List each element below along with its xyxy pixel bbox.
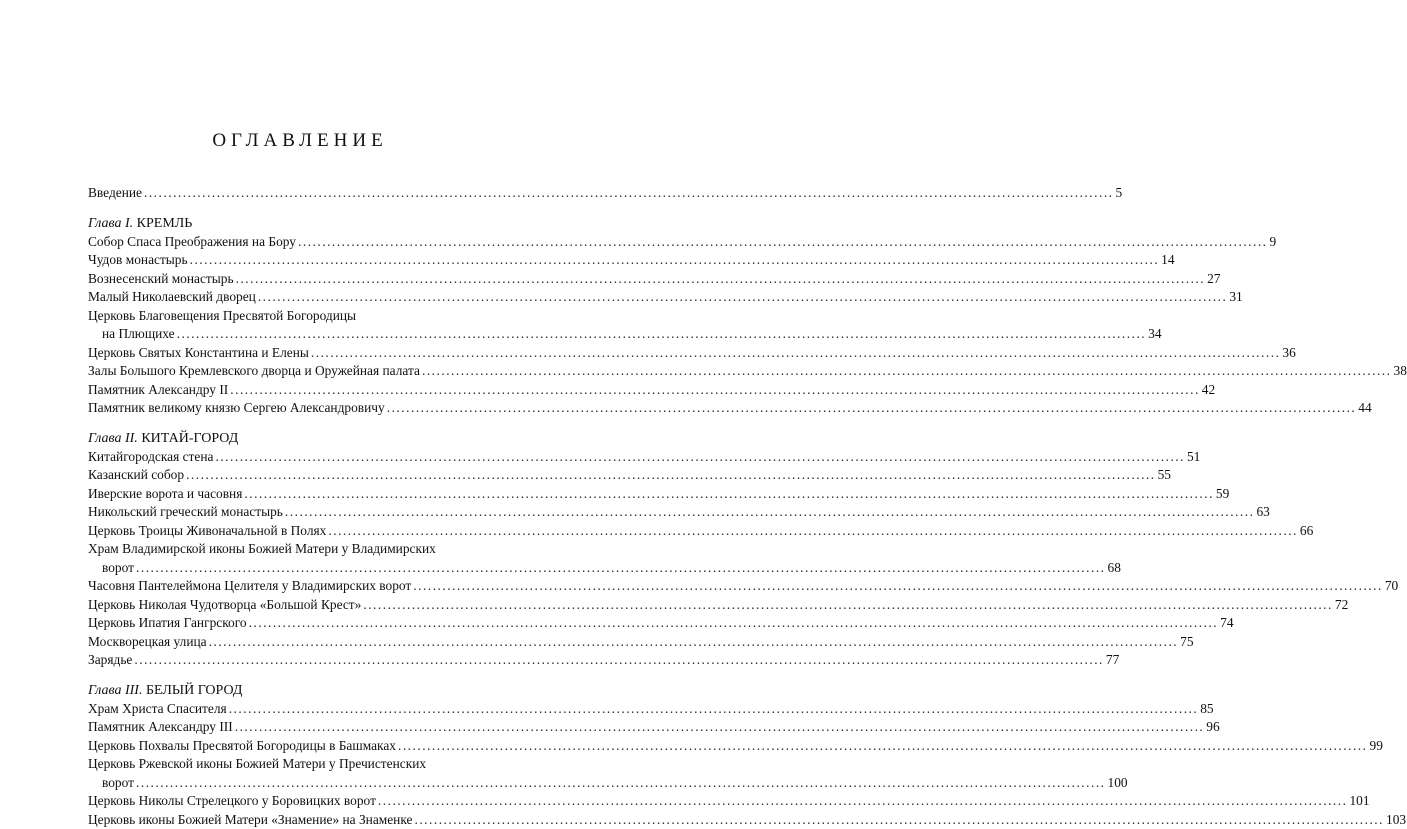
toc-entry-title: Собор Спаса Преображения на Бору — [88, 233, 296, 252]
toc-entry[interactable] — [88, 270, 487, 289]
toc-entry[interactable] — [88, 307, 487, 344]
toc-entry-row — [88, 270, 487, 289]
dot-leader: ........................................................................................................................................................................................................ — [258, 288, 1228, 307]
toc-entry-row — [88, 288, 487, 307]
toc-entry[interactable] — [88, 755, 487, 792]
toc-entry[interactable] — [88, 596, 487, 615]
toc-entry-page: 59 — [1216, 485, 1229, 504]
toc-entry[interactable] — [88, 633, 487, 652]
toc-entry-page: 72 — [1335, 596, 1348, 615]
toc-entry-page: 5 — [1116, 184, 1123, 203]
toc-entry-title: Церковь Николая Чудотворца «Большой Крест» — [88, 596, 361, 615]
dot-leader: ........................................................................................................................................................................................................ — [230, 381, 1200, 400]
toc-entry-page: 70 — [1385, 577, 1398, 596]
toc-entry-page: 74 — [1220, 614, 1233, 633]
toc-entry-row — [88, 633, 487, 652]
chapter-heading — [88, 681, 487, 700]
toc-entry-title: Храм Христа Спасителя — [88, 700, 227, 719]
dot-leader: ........................................................................................................................................................................................................ — [387, 399, 1357, 418]
chapter-label: Глава I. — [88, 216, 133, 231]
chapter-name: КРЕМЛЬ — [137, 216, 193, 231]
toc-entry[interactable] — [88, 700, 487, 719]
toc-entry[interactable] — [88, 485, 487, 504]
toc-entry-row — [88, 774, 487, 793]
toc-entry-row — [88, 737, 487, 756]
dot-leader: ........................................................................................................................................................................................................ — [209, 633, 1179, 652]
toc-entry-page: 55 — [1158, 466, 1171, 485]
toc-entry-page: 63 — [1256, 503, 1269, 522]
dot-leader: ........................................................................................................................................................................................................ — [134, 651, 1104, 670]
dot-leader: ........................................................................................................................................................................................................ — [235, 718, 1205, 737]
dot-leader: ........................................................................................................................................................................................................ — [244, 485, 1214, 504]
toc-entry-row — [88, 251, 487, 270]
toc-entry-title: Чудов монастырь — [88, 251, 188, 270]
toc-entry-page: 85 — [1200, 700, 1213, 719]
toc-entry-title: Китайгородская стена — [88, 448, 213, 467]
toc-entry[interactable] — [88, 233, 487, 252]
chapter-section — [88, 214, 487, 418]
toc-entry-page: 34 — [1148, 325, 1161, 344]
toc-entry-title: Церковь Святых Константина и Елены — [88, 344, 309, 363]
toc-entry-page: 103 — [1386, 811, 1406, 829]
toc-entry-title: Залы Большого Кремлевского дворца и Оружейная палата — [88, 362, 420, 381]
toc-entry-page: 100 — [1108, 774, 1128, 793]
toc-entry-page: 42 — [1202, 381, 1215, 400]
toc-entry-row — [88, 344, 487, 363]
toc-entry-title: Памятник Александру II — [88, 381, 228, 400]
toc-entry-title: Церковь иконы Божией Матери «Знамение» на Знаменке — [88, 811, 412, 829]
dot-leader: ........................................................................................................................................................................................................ — [285, 503, 1255, 522]
toc-entry[interactable] — [88, 792, 487, 811]
chapter-section — [88, 429, 487, 670]
toc-entry-page: 96 — [1206, 718, 1219, 737]
toc-entry-row — [88, 559, 487, 578]
toc-entry-row — [88, 596, 487, 615]
dot-leader: ........................................................................................................................................................................................................ — [186, 466, 1156, 485]
toc-entry-title: Иверские ворота и часовня — [88, 485, 242, 504]
toc-entry-page: 36 — [1282, 344, 1295, 363]
toc-entry-row — [88, 522, 487, 541]
toc-entry[interactable] — [88, 718, 487, 737]
dot-leader: ........................................................................................................................................................................................................ — [378, 792, 1348, 811]
toc-entry[interactable] — [88, 251, 487, 270]
toc-entry[interactable] — [88, 362, 487, 381]
toc-entry-title: Москворецкая улица — [88, 633, 207, 652]
page — [0, 0, 600, 750]
dot-leader: ........................................................................................................................................................................................................ — [236, 270, 1206, 289]
dot-leader: ........................................................................................................................................................................................................ — [422, 362, 1392, 381]
toc-entry[interactable] — [88, 344, 487, 363]
toc-entry-page: 9 — [1270, 233, 1277, 252]
toc-entry[interactable] — [88, 522, 487, 541]
toc-entry-title: Казанский собор — [88, 466, 184, 485]
toc-entry-row — [88, 811, 487, 829]
toc-entry[interactable] — [88, 503, 487, 522]
toc-entry-row — [88, 503, 487, 522]
chapter-label: Глава III. — [88, 683, 142, 698]
toc-entry-row — [88, 651, 487, 670]
toc-entry[interactable] — [88, 737, 487, 756]
toc-entry-row — [88, 233, 487, 252]
toc-entry-title: Памятник Александру III — [88, 718, 233, 737]
toc-entry-row — [88, 466, 487, 485]
toc-entry-row — [88, 362, 487, 381]
dot-leader: ........................................................................................................................................................................................................ — [398, 737, 1368, 756]
toc-entry-row — [88, 577, 487, 596]
toc-entry[interactable] — [88, 577, 487, 596]
toc-entry-row — [88, 792, 487, 811]
toc-entry-row — [88, 718, 487, 737]
toc-entry[interactable] — [88, 651, 487, 670]
toc-entry-title: Памятник великому князю Сергею Александровичу — [88, 399, 385, 418]
toc-entry-row — [88, 399, 487, 418]
toc-entry-page: 101 — [1349, 792, 1369, 811]
dot-leader: ........................................................................................................................................................................................................ — [298, 233, 1268, 252]
toc-entry-page: 66 — [1300, 522, 1313, 541]
dot-leader: ........................................................................................................................................................................................................ — [363, 596, 1333, 615]
dot-leader: ........................................................................................................................................................................................................ — [215, 448, 1185, 467]
toc-entry-row — [88, 448, 487, 467]
chapter-heading — [88, 214, 487, 233]
toc-entry-title: Часовня Пантелеймона Целителя у Владимирских ворот — [88, 577, 411, 596]
dot-leader: ........................................................................................................................................................................................................ — [229, 700, 1199, 719]
toc-entry-row — [88, 325, 487, 344]
dot-leader: ........................................................................................................................................................................................................ — [414, 811, 1384, 829]
toc-entry-page: 14 — [1161, 251, 1174, 270]
toc-entry-title: Церковь Ипатия Гангрского — [88, 614, 247, 633]
chapter-name: КИТАЙ-ГОРОД — [141, 431, 238, 446]
table-of-contents — [88, 184, 487, 829]
toc-entry-title: Зарядье — [88, 651, 132, 670]
toc-entry-row — [88, 700, 487, 719]
toc-entry-title: Церковь Похвалы Пресвятой Богородицы в Башмаках — [88, 737, 396, 756]
toc-entry[interactable] — [88, 466, 487, 485]
toc-entry-row — [88, 614, 487, 633]
toc-entry-title-continuation: на Плющихе — [88, 325, 175, 344]
toc-entry-title-continuation: ворот — [88, 774, 134, 793]
dot-leader: ........................................................................................................................................................................................................ — [136, 774, 1106, 793]
toc-entry[interactable] — [88, 540, 487, 577]
toc-entry-title: Церковь Троицы Живоначальной в Полях — [88, 522, 326, 541]
toc-entry[interactable] — [88, 288, 487, 307]
toc-entry-page: 27 — [1207, 270, 1220, 289]
toc-entry-row — [88, 485, 487, 504]
toc-entry-title-continuation: ворот — [88, 559, 134, 578]
toc-entry[interactable] — [88, 448, 487, 467]
toc-entry-page: 51 — [1187, 448, 1200, 467]
toc-entry[interactable] — [88, 381, 487, 400]
dot-leader: ........................................................................................................................................................................................................ — [311, 344, 1281, 363]
dot-leader: ........................................................................................................................................................................................................ — [249, 614, 1219, 633]
toc-entry-title: Церковь Ржевской иконы Божией Матери у Пречистенских — [88, 755, 487, 774]
toc-entry-intro[interactable] — [88, 184, 487, 203]
toc-entry-title: Церковь Николы Стрелецкого у Боровицких ворот — [88, 792, 376, 811]
chapter-heading — [88, 429, 487, 448]
toc-entry-page: 31 — [1229, 288, 1242, 307]
toc-entry-page: 75 — [1180, 633, 1193, 652]
toc-entry-page: 68 — [1108, 559, 1121, 578]
toc-entry[interactable] — [88, 811, 487, 829]
chapter-section — [88, 681, 487, 829]
toc-entry-page: 38 — [1394, 362, 1407, 381]
dot-leader: ........................................................................................................................................................................................................ — [136, 559, 1106, 578]
toc-entry-page: 99 — [1370, 737, 1383, 756]
toc-entry-title: Введение — [88, 184, 142, 203]
toc-entry[interactable] — [88, 399, 487, 418]
toc-entry-page: 77 — [1106, 651, 1119, 670]
chapter-label: Глава II. — [88, 431, 138, 446]
toc-entry-title: Храм Владимирской иконы Божией Матери у Владимирских — [88, 540, 487, 559]
page-title: ОГЛАВЛЕНИЕ — [0, 130, 600, 152]
chapter-name: БЕЛЫЙ ГОРОД — [146, 683, 243, 698]
toc-entry-title: Вознесенский монастырь — [88, 270, 234, 289]
dot-leader: ........................................................................................................................................................................................................ — [413, 577, 1383, 596]
toc-entry-page: 44 — [1358, 399, 1371, 418]
dot-leader: ........................................................................................................................................................................................................ — [328, 522, 1298, 541]
dot-leader: ........................................................................................................................................................................................................ — [177, 325, 1147, 344]
toc-entry-row — [88, 381, 487, 400]
dot-leader: ........................................................................................................................................................................................................ — [190, 251, 1160, 270]
toc-entry-title: Никольский греческий монастырь — [88, 503, 283, 522]
toc-entry[interactable] — [88, 614, 487, 633]
toc-entry-title: Малый Николаевский дворец — [88, 288, 256, 307]
toc-entry-title: Церковь Благовещения Пресвятой Богородицы — [88, 307, 487, 326]
dot-leader: ........................................................................................................................................................................................................ — [144, 184, 1114, 203]
